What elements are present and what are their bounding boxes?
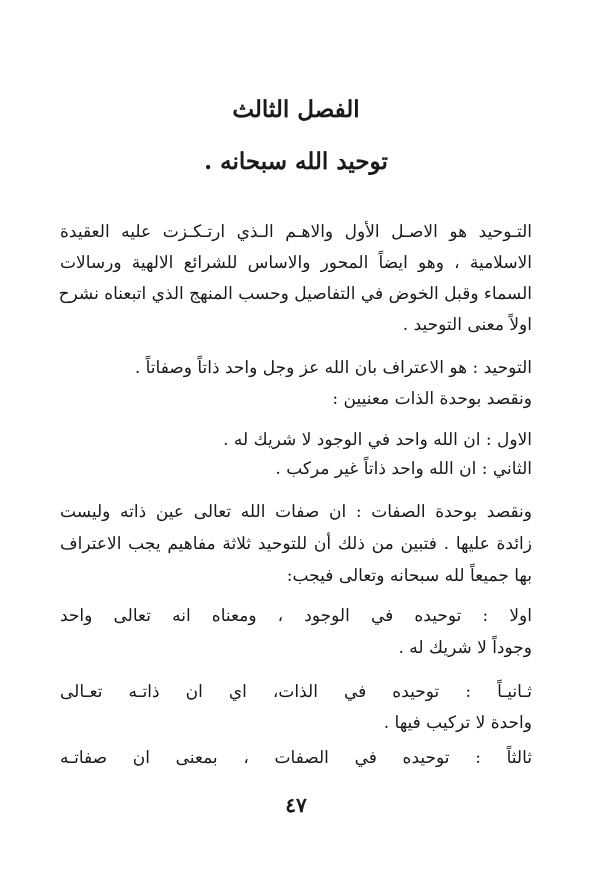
chapter-title: الفصل الثالث [232,96,360,123]
chapter-subtitle: توحيد الله سبحانه . [204,148,388,175]
attributes-line: بها جميعاً لله سبحانه وتعالى فيجب: [286,566,532,586]
first-concept-line: اولا : توحيده في الوجود ، ومعناه انه تعالى واحد [60,606,532,626]
page-number: ٤٧ [285,793,307,817]
attributes-line: ونقصد بوحدة الصفات : ان صفات الله تعالى عين ذاته وليست [60,502,532,522]
first-concept-line: وجوداً لا شريك له . [398,638,532,658]
meaning-line: الاول : ان الله واحد في الوجود لا شريك له . [223,430,532,450]
meaning-line: الثاني : ان الله واحد ذاتاً غير مركب . [275,459,532,479]
third-concept-line: ثالثاً : توحيده في الصفات ، بمعنى ان صفاتـه [60,748,532,768]
second-concept-line: ثـانيـاً : توحيده في الذات، اي ان ذاتـه تعـالى [60,682,532,702]
definition-line: التوحيد : هو الاعتراف بان الله عز وجل واحد ذاتاً وصفاتاً . [134,358,532,378]
attributes-line: زائدة عليها . فتبين من ذلك أن للتوحيد ثلاثة مفاهيم يجب الاعتراف [60,534,532,554]
intro-line: الاسلامية ، وهو ايضاً المحور والاساس للشرائع الالهية ورسالات [60,253,532,273]
definition-line: ونقصد بوحدة الذات معنيين : [332,389,532,409]
intro-line: اولاً معنى التوحيد . [402,315,532,335]
intro-line: التـوحيد هو الاصـل الأول والاهـم الـذي ارتـكـزت عليه العقيدة [60,222,532,242]
second-concept-line: واحدة لا تركيب فيها . [383,713,532,733]
intro-line: السماء وقبل الخوض في التفاصيل وحسب المنهج الذي اتبعناه نشرح [58,284,532,304]
